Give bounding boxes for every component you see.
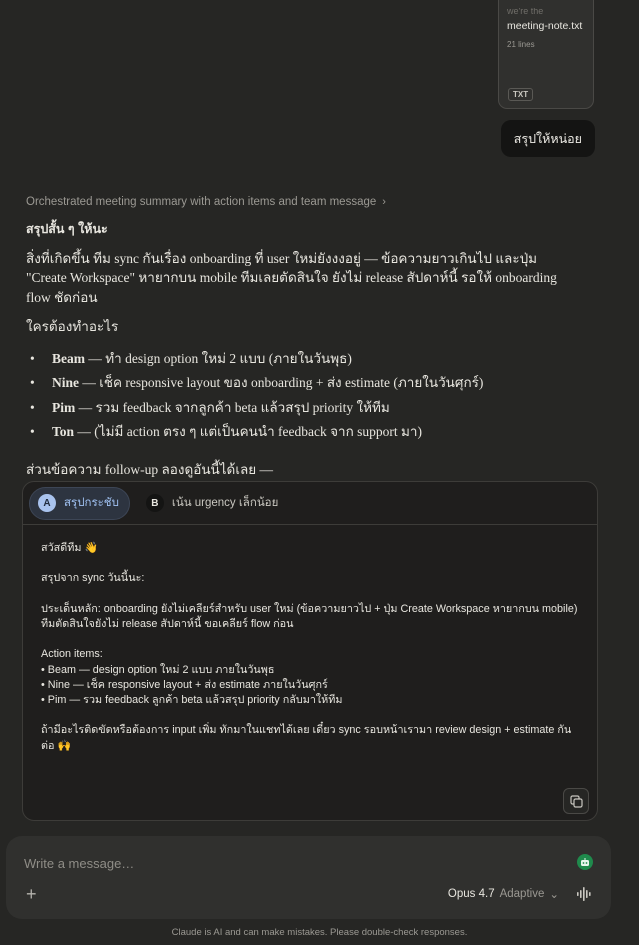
assistant-response [26,220,566,447]
model-name: Opus 4.7 [447,888,495,900]
who-heading: ใครต้องทำอะไร [26,319,119,334]
draft-tabs [23,482,597,525]
voice-mode-icon[interactable] [577,887,593,901]
attachment-line-count: 21 lines [507,40,535,49]
model-mode: Adaptive [499,888,545,900]
extension-icon[interactable] [577,854,593,870]
attachment-filename: meeting-note.txt [507,20,583,32]
tab-label: สรุปกระชับ [64,497,119,509]
list-item: • Ton — (ไม่มี action ตรง ๆ แต่เป็นคนนำ feedback จาก support มา) [30,424,423,439]
chevron-right-icon: › [382,196,386,208]
draft-message-body: สวัสดีทีม 👋 สรุปจาก sync วันนี้นะ: ประเด็นหลัก: onboarding ยังไม่เคลียร์สำหรับ user ใหม่ (ข้อความยาวไป + ปุ่ม Create Workspace หายากบน mobile) ทีมตัดสินใจยังไม่ release สัปดาห์นี้ ขอเคลียร์ flow ก่อน Action items: • Beam — design option ใหม่ 2 แบบ ภายในวันพุธ • Nine — เช็ค responsive layout + ส่ง estimate ภายในวันศุกร์ • Pim — รวม feedback ลูกค้า beta แล้วสรุป priority กลับมาให้ทีม ถ้ามีอะไรติดขัดหรือต้องการ input เพิ่ม ทักมาในแชทได้เลย เดี๋ยว sync รอบหน้าเรามา review design + estimate กันต่อ 🙌 [41,542,578,752]
tab-letter: A [38,494,56,512]
file-type-badge: TXT [508,88,533,101]
message-draft-card [22,481,598,821]
chevron-down-icon: ⌄ [549,889,559,901]
list-item: • Beam — ทำ design option ใหม่ 2 แบบ (ภายในวันพุธ) [30,350,352,366]
tab-label: เน้น urgency เล็กน้อย [171,497,279,509]
response-summary: สิ่งที่เกิดขึ้น ทีม sync กันเรื่อง onboarding ที่ user ใหม่ยังงงอยู่ — ข้อความยาวเกินไป และปุ่ม "Create Workspace" หายากบน mobile ทีมเลยตัดสินใจ ยังไม่ release สัปดาห์นี้ รอให้ onboarding flow ชัดก่อน [26,250,557,305]
message-composer [6,836,611,919]
message-input[interactable] [24,853,524,873]
tab-option-a[interactable] [29,487,130,520]
follow-up-intro: ส่วนข้อความ follow-up ลองดูอันนี้ได้เลย — [26,462,274,477]
attachment-preview-text: we're the [507,8,544,16]
copy-button[interactable] [563,788,589,814]
action-list [26,349,566,442]
add-attachment-button[interactable]: + [26,884,37,904]
tab-letter: B [146,494,164,512]
user-message: สรุปให้หน่อย [501,120,595,157]
list-item: • Pim — รวม feedback จากลูกค้า beta แล้วสรุป priority ให้ทีม [30,399,390,415]
list-item: • Nine — เช็ค responsive layout ของ onboarding + ส่ง estimate (ภายในวันศุกร์) [30,375,484,390]
thinking-label: Orchestrated meeting summary with action items and team message [26,196,377,208]
attachment-card[interactable] [498,0,594,109]
tab-option-b[interactable] [138,487,288,520]
response-heading: สรุปสั้น ๆ ให้นะ [26,222,108,236]
thinking-summary-toggle[interactable] [26,196,386,208]
copy-icon [570,795,583,808]
model-selector[interactable] [448,887,559,901]
disclaimer: Claude is AI and can make mistakes. Please double-check responses. [171,927,468,938]
